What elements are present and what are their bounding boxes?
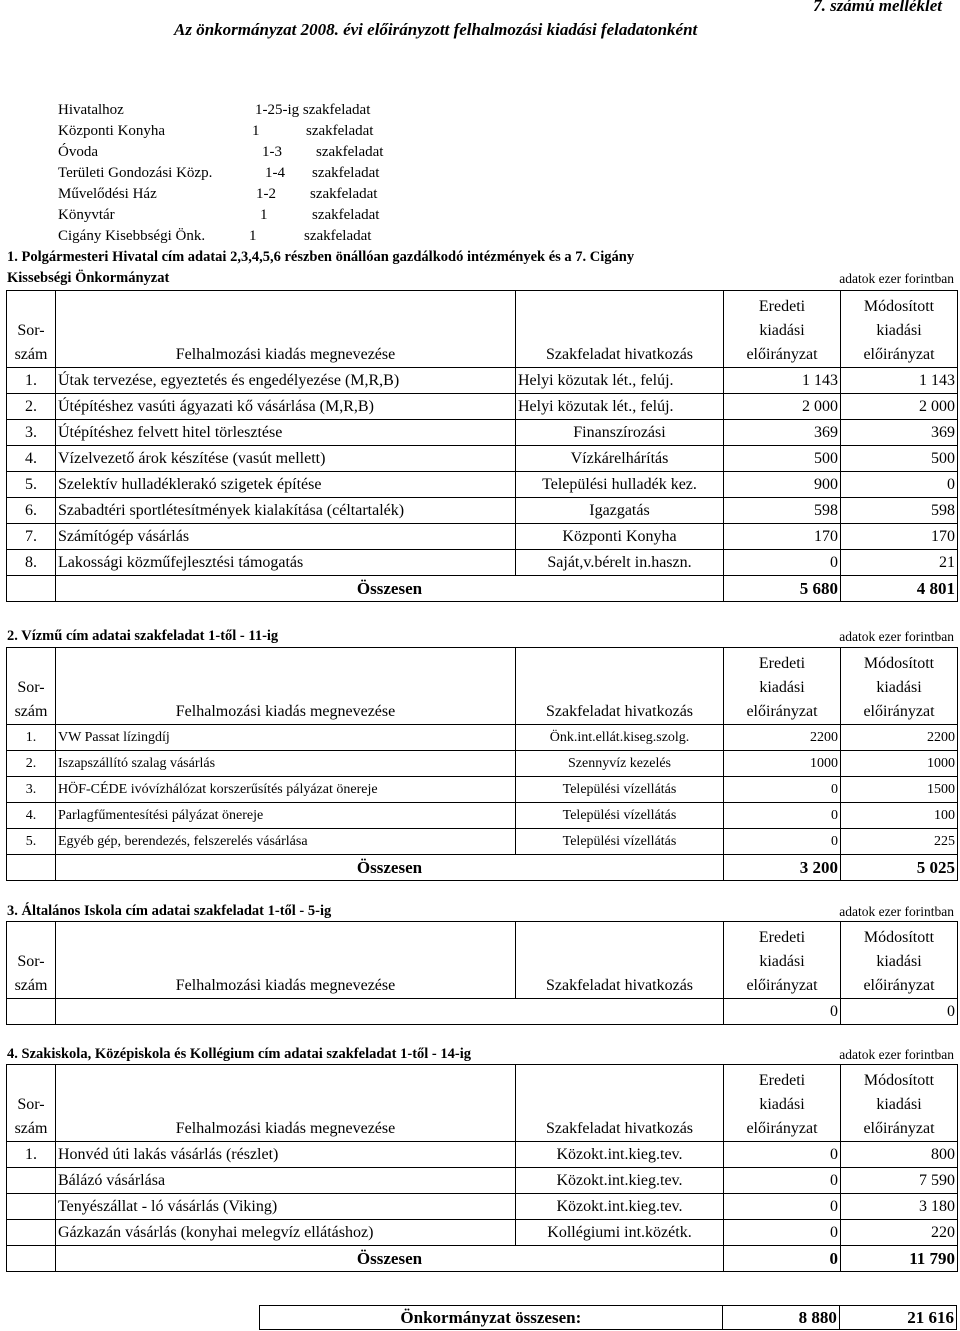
table-row: 4. Parlagfűmentesítési pályázat önereje Települési vízellátás 0 100: [7, 803, 958, 829]
unit-note: adatok ezer forintban: [839, 271, 954, 286]
table-row: 5. Szelektív hulladéklerakó szigetek építése Települési hulladék kez. 900 0: [7, 472, 958, 498]
unit-note: adatok ezer forintban: [839, 904, 954, 919]
table-header: Sor- szám Felhalmozási kiadás megnevezése Szakfeladat hivatkozás Eredeti kiadási előirányzat Módosított kiadási előirányzat: [7, 291, 958, 368]
table-header: Sor- szám Felhalmozási kiadás megnevezése Szakfeladat hivatkozás Eredeti kiadási előirányzat Módosított kiadási előirányzat: [7, 648, 958, 725]
total-row: Összesen 5 680 4 801: [7, 576, 958, 602]
grand-total-mod: 21 616: [839, 1306, 956, 1330]
total-row: Összesen 3 200 5 025: [7, 855, 958, 881]
section-2-title: 2. Vízmű cím adatai szakfeladat 1-től - 11-ig: [7, 628, 279, 644]
table-row: 1. VW Passat lízingdíj Önk.int.ellát.kiseg.szolg. 2200 2200: [7, 725, 958, 751]
table-row: 2. Útépítéshez vasúti ágyazati kő vásárlása (M,R,B) Helyi közutak lét., felúj. 2 000 2 000: [7, 394, 958, 420]
section-1-title-cont: Kissebségi Önkormányzat: [7, 270, 170, 286]
table-header: Sor- szám Felhalmozási kiadás megnevezése Szakfeladat hivatkozás Eredeti kiadási előirányzat Módosított kiadási előirányzat: [7, 922, 958, 999]
section-3-title: 3. Általános Iskola cím adatai szakfeladat 1-től - 5-ig: [7, 903, 332, 919]
unit-note: adatok ezer forintban: [839, 1047, 954, 1062]
section-1-table: [6, 290, 958, 602]
unit-note: adatok ezer forintban: [839, 629, 954, 644]
table-row: 4. Vízelvezető árok készítése (vasút mellett) Vízkárelhárítás 500 500: [7, 446, 958, 472]
table-row: 1. Útak tervezése, egyeztetés és engedélyezése (M,R,B) Helyi közutak lét., felúj. 1 143 1 143: [7, 368, 958, 394]
table-row: 6. Szabadtéri sportlétesítmények kialakítása (céltartalék) Igazgatás 598 598: [7, 498, 958, 524]
table-row: 3. HÖF-CÉDE ivóvízhálózat korszerűsítés pályázat önereje Települési vízellátás 0 1500: [7, 777, 958, 803]
grand-total-orig: 8 880: [722, 1306, 839, 1330]
section-4-table: [6, 1064, 958, 1272]
table-row: Gázkazán vásárlás (konyhai melegvíz ellátáshoz) Kollégiumi int.közétk. 0 220: [7, 1220, 958, 1246]
section-3-table: [6, 921, 958, 1025]
page-title: Az önkormányzat 2008. évi előirányzott felhalmozási kiadási feladatonként: [174, 20, 698, 39]
table-row: 5. Egyéb gép, berendezés, felszerelés vásárlása Települési vízellátás 0 225: [7, 829, 958, 855]
section-1-title: 1. Polgármesteri Hivatal cím adatai 2,3,4,5,6 részben önállóan gazdálkodó intézmények és a 7. Cigány: [7, 249, 635, 265]
section-2-table: [6, 647, 958, 881]
table-row: 7. Számítógép vásárlás Központi Konyha 170 170: [7, 524, 958, 550]
total-row: 0 0: [7, 999, 958, 1025]
section-4-title: 4. Szakiskola, Középiskola és Kollégium cím adatai szakfeladat 1-től - 14-ig: [7, 1046, 471, 1062]
table-row: Bálázó vásárlása Közokt.int.kieg.tev. 0 7 590: [7, 1168, 958, 1194]
annex-label: 7. számú melléklet: [813, 0, 942, 15]
table-row: 2. Iszapszállító szalag vásárlás Szennyvíz kezelés 1000 1000: [7, 751, 958, 777]
table-row: Tenyészállat - ló vásárlás (Viking) Közokt.int.kieg.tev. 0 3 180: [7, 1194, 958, 1220]
grand-total: [259, 1305, 957, 1330]
table-row: 1. Honvéd úti lakás vásárlás (részlet) Közokt.int.kieg.tev. 0 800: [7, 1142, 958, 1168]
grand-total-label: Önkormányzat összesen:: [260, 1306, 723, 1330]
table-row: 8. Lakossági közműfejlesztési támogatás Saját,v.bérelt in.haszn. 0 21: [7, 550, 958, 576]
total-row: Összesen 0 11 790: [7, 1246, 958, 1272]
table-header: Sor- szám Felhalmozási kiadás megnevezése Szakfeladat hivatkozás Eredeti kiadási előirányzat Módosított kiadási előirányzat: [7, 1065, 958, 1142]
table-row: 3. Útépítéshez felvett hitel törlesztése Finanszírozási 369 369: [7, 420, 958, 446]
